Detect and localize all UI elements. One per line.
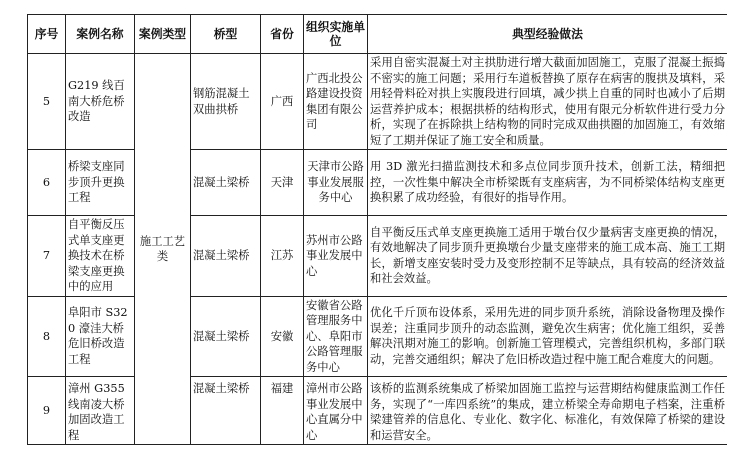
- row-case-name: G219 线百南大桥危桥改造: [66, 54, 135, 150]
- row-case-name: 自平衡反压式单支座更换技术在桥梁支座更换中的应用: [66, 216, 135, 297]
- row-org: 苏州市公路事业发展中心: [304, 216, 368, 297]
- header-org: 组织实施单位: [304, 15, 368, 54]
- row-bridge-type: 混凝土梁桥: [191, 150, 261, 216]
- row-case-name: 桥梁支座同步顶升更换工程: [66, 150, 135, 216]
- table-wrapper: [27, 14, 727, 450]
- case-table: [27, 14, 727, 445]
- header-row: [28, 15, 728, 54]
- row-practice: 自平衡反压式单支座更换施工适用于墩台仅少量病害支座更换的情况，有效地解决了同步顶升更换墩台少量支座带来的施工成本高、施工工期长，新增支座安装时受力及变形控制不足等缺点，具有较高的经济效益和社会效益。: [368, 216, 728, 297]
- row-bridge-type: 混凝土梁桥: [191, 296, 261, 377]
- row-case-name: 漳州 G355 线南凌大桥加固改造工程: [66, 377, 135, 445]
- row-no: 5: [28, 54, 66, 150]
- row-case-name: 阜阳市 S320 濠洼大桥危旧桥改造工程: [66, 296, 135, 377]
- row-no: 9: [28, 377, 66, 445]
- row-province: 江苏: [261, 216, 304, 297]
- row-practice: 采用自密实混凝土对主拱肋进行增大截面加固施工，克服了混凝土振捣不密实的施工问题；采用行车道板替换了原存在病害的腹拱及填料，采用轻骨料砼对拱上实腹段进行回填，减少拱上自重的同时也减小了后期运营养护成本；根据拱桥的结构形式，使用有限元分析软件进行受力分析，实现了在拆除拱上结构物的同时完成双曲拱圈的加固施工，有效缩短了工期并保证了施工安全和质量。: [368, 54, 728, 150]
- row-province: 安徽: [261, 296, 304, 377]
- header-practice: 典型经验做法: [368, 15, 728, 54]
- row-no: 8: [28, 296, 66, 377]
- row-org: 安徽省公路管理服务中心、阜阳市公路管理服务中心: [304, 296, 368, 377]
- row-bridge-type: 混凝土梁桥: [191, 216, 261, 297]
- row-org: 广西北投公路建设投资集团有限公司: [304, 54, 368, 150]
- table-row: [28, 377, 728, 445]
- row-province: 福建: [261, 377, 304, 445]
- row-practice: 用 3D 激光扫描监测技术和多点位同步顶升技术，创新工法，精细把控，一次性集中解决全市桥梁既有支座病害，为不同桥梁体结构支座更换积累了成功经验，有很好的指导作用。: [368, 150, 728, 216]
- row-org: 天津市公路事业发展服务中心: [304, 150, 368, 216]
- table-row: [28, 216, 728, 297]
- table-row: [28, 296, 728, 377]
- table-row: [28, 150, 728, 216]
- row-org: 漳州市公路事业发展中心直属分中心: [304, 377, 368, 445]
- row-no: 6: [28, 150, 66, 216]
- row-province: 广西: [261, 54, 304, 150]
- row-no: 7: [28, 216, 66, 297]
- header-bridge-type: 桥型: [191, 15, 261, 54]
- row-practice: 优化千斤顶布设体系，采用先进的同步顶升系统，消除设备物理及操作误差；注重同步顶升的动态监测，避免次生病害；优化施工组织，妥善解决汛期对施工的影响。创新施工管理模式，完善组织机构，多部门联动，完善交通组织；解决了危旧桥改造过程中施工配合难度大的问题。: [368, 296, 728, 377]
- header-province: 省份: [261, 15, 304, 54]
- header-case-name: 案例名称: [66, 15, 135, 54]
- row-case-type: 施工工艺类: [135, 54, 191, 445]
- header-no: 序号: [28, 15, 66, 54]
- table-row: [28, 54, 728, 150]
- header-case-type: 案例类型: [135, 15, 191, 54]
- row-bridge-type: 混凝土梁桥: [191, 377, 261, 445]
- row-province: 天津: [261, 150, 304, 216]
- row-practice: 该桥的监测系统集成了桥梁加固施工监控与运营期结构健康监测工作任务，实现了“一库四系统”的集成，建立桥梁全寿命期电子档案，注重桥梁建管养的信息化、专业化、数字化、标准化，有效保障了桥梁的建设和运营安全。: [368, 377, 728, 445]
- row-bridge-type: 钢筋混凝土双曲拱桥: [191, 54, 261, 150]
